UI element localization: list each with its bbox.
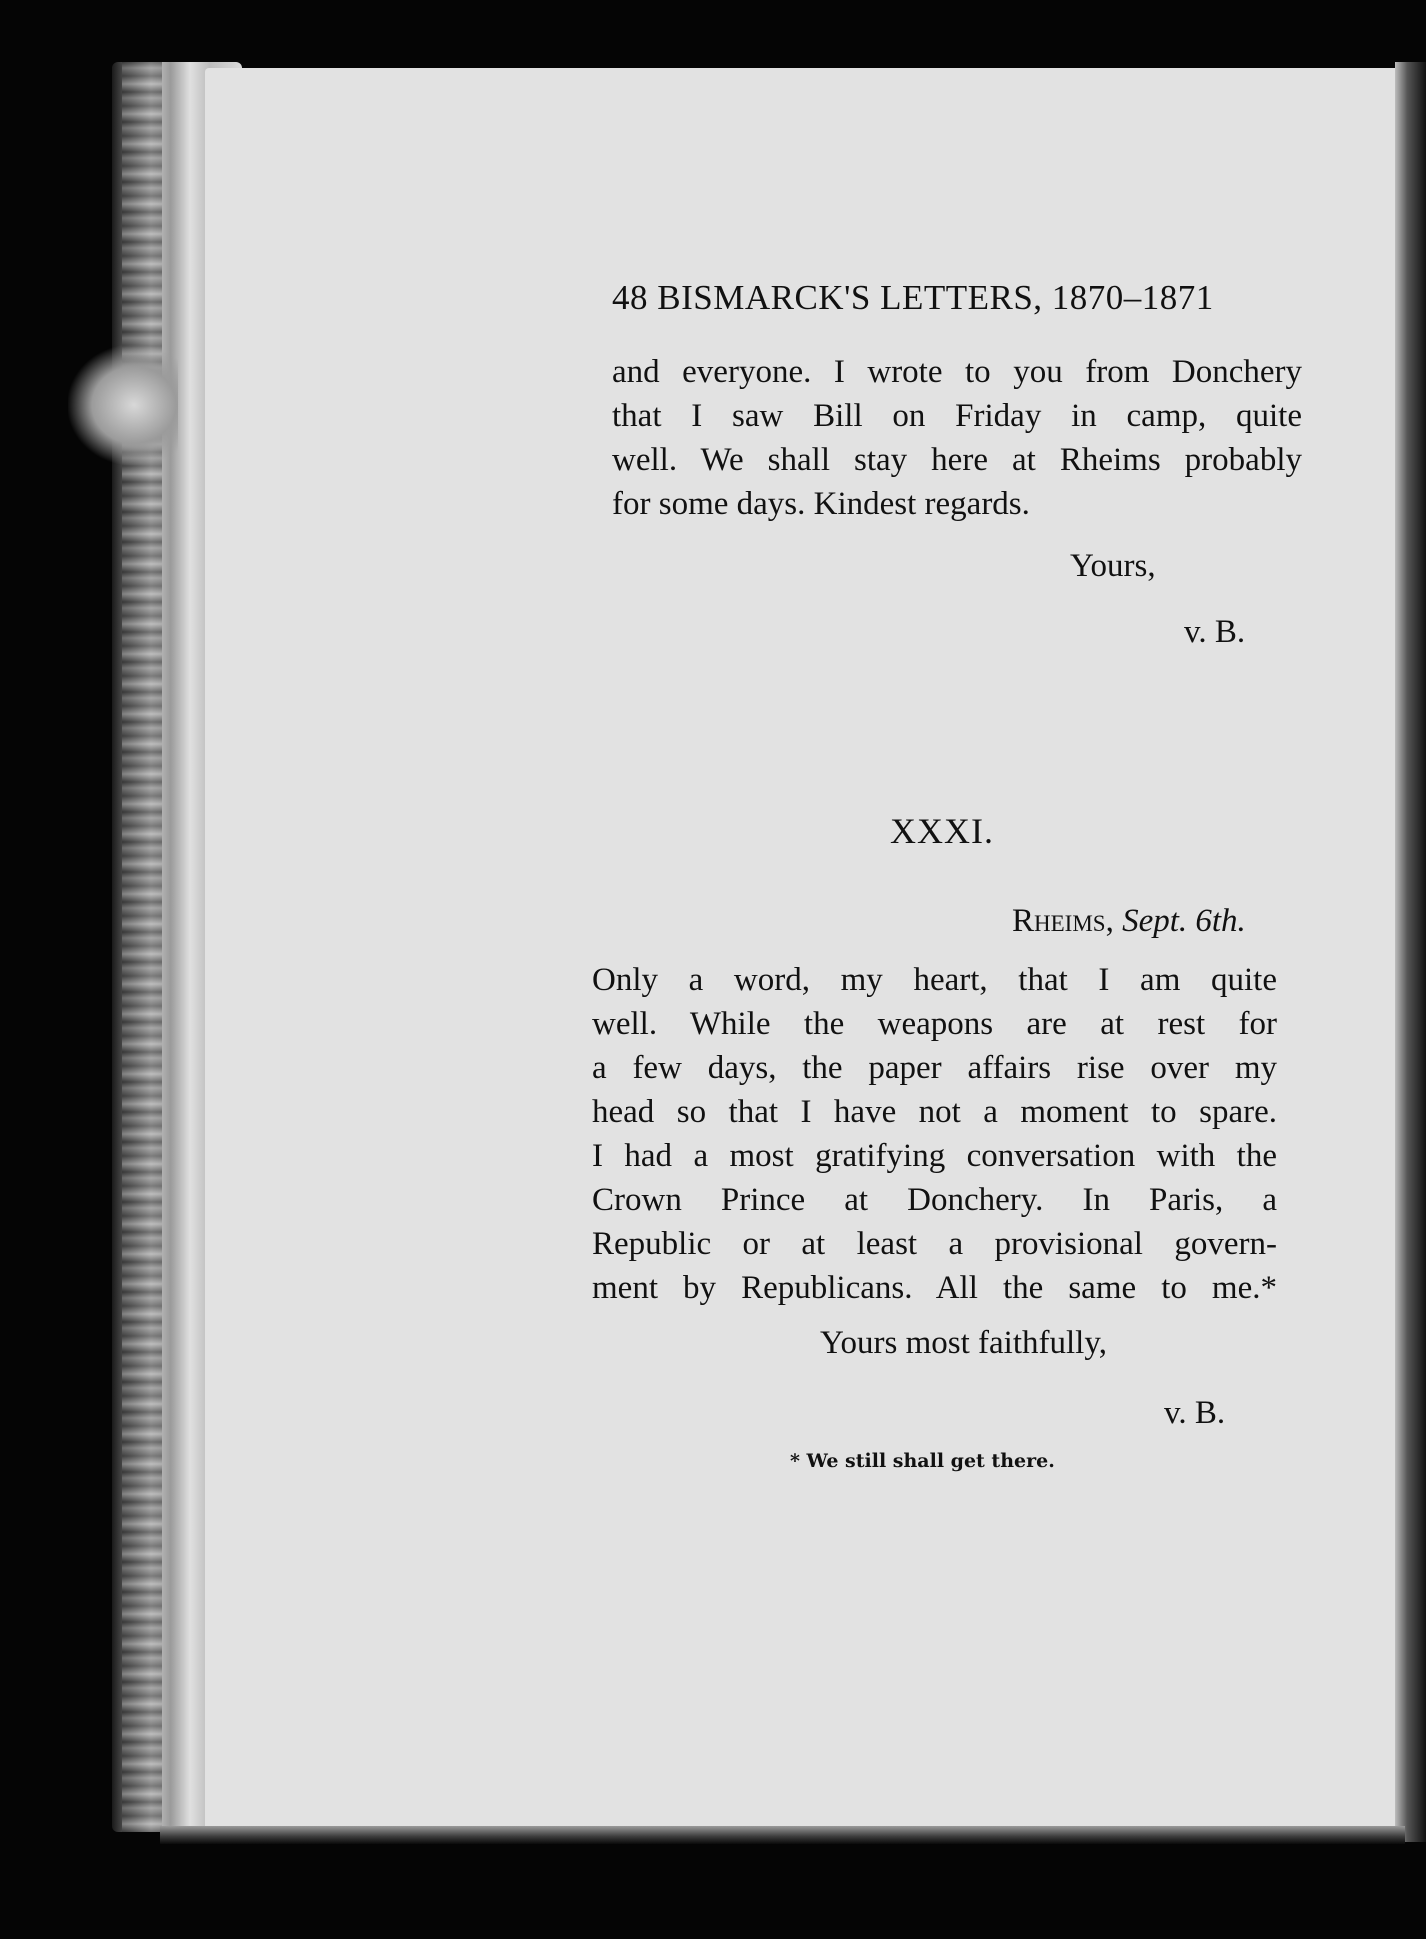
dateline-place: Rheims, bbox=[1012, 903, 1114, 939]
page-bottom-edge bbox=[160, 1826, 1405, 1844]
page-right-edge bbox=[1395, 62, 1426, 1842]
paragraph-line: well. We shall stay here at Rheims probably bbox=[612, 442, 1302, 478]
paragraph-line: Crown Prince at Donchery. In Paris, a bbox=[592, 1182, 1277, 1218]
letter-body-paragraph bbox=[592, 958, 1277, 1310]
letter-end-paragraph bbox=[612, 350, 1302, 526]
running-head: 48 BISMARCK'S LETTERS, 1870–1871 bbox=[612, 278, 1214, 317]
footnote: * We still shall get there. bbox=[790, 1450, 1055, 1472]
paragraph-line: Only a word, my heart, that I am quite bbox=[592, 962, 1277, 998]
paragraph-line: that I saw Bill on Friday in camp, quite bbox=[612, 398, 1302, 434]
paragraph-line: Republic or at least a provisional govern- bbox=[592, 1226, 1277, 1262]
paragraph-line: I had a most gratifying conversation with the bbox=[592, 1138, 1277, 1174]
letter-signature: v. B. bbox=[1184, 614, 1246, 650]
paragraph-line: head so that I have not a moment to spare. bbox=[592, 1094, 1277, 1130]
letter-closing: Yours most faithfully, bbox=[820, 1325, 1107, 1361]
paragraph-line: and everyone. I wrote to you from Donchery bbox=[612, 354, 1302, 390]
letter-closing: Yours, bbox=[1070, 548, 1156, 584]
letter-signature: v. B. bbox=[1164, 1395, 1226, 1431]
paragraph-line: well. While the weapons are at rest for bbox=[592, 1006, 1277, 1042]
book-page bbox=[205, 68, 1408, 1833]
torn-paper-fragment bbox=[68, 345, 178, 465]
paragraph-line: a few days, the paper affairs rise over my bbox=[592, 1050, 1277, 1086]
letter-dateline bbox=[1012, 903, 1246, 940]
letter-number-heading: XXXI. bbox=[890, 811, 994, 851]
dateline-date: Sept. 6th. bbox=[1122, 903, 1246, 939]
paragraph-line: ment by Republicans. All the same to me.* bbox=[592, 1270, 1277, 1306]
paragraph-line: for some days. Kindest regards. bbox=[612, 486, 1030, 522]
